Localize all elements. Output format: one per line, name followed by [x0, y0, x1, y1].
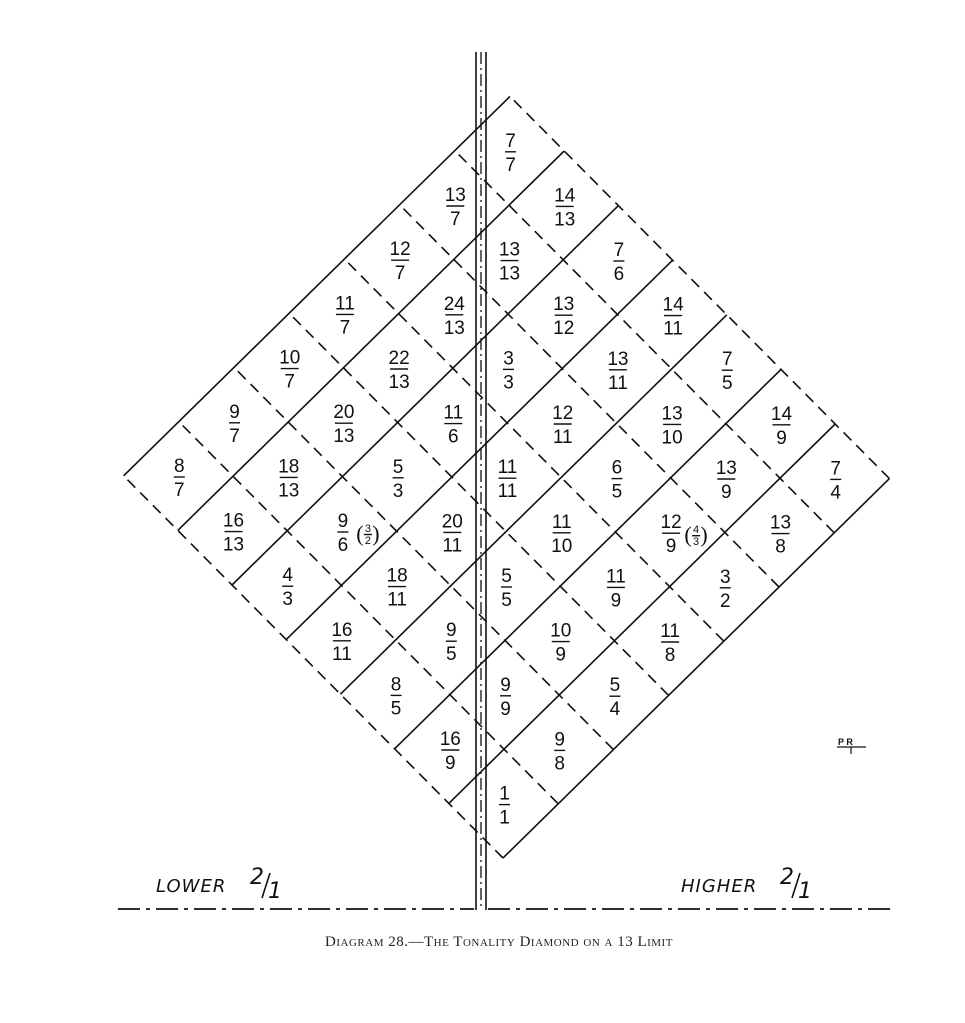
cell-denominator: 11 [497, 481, 518, 503]
cell-denominator: 5 [446, 644, 457, 666]
cell-numerator: 3 [720, 566, 731, 588]
cell-denominator: 8 [775, 536, 786, 558]
cell-denominator: 3 [392, 480, 404, 502]
cell-numerator: 9 [500, 674, 511, 696]
cell-denominator: 11 [387, 589, 407, 611]
cell-denominator: 13 [554, 209, 576, 231]
cell-numerator: 10 [279, 347, 301, 369]
cell-denominator: 10 [661, 427, 683, 449]
cell-denominator: 2 [720, 590, 731, 612]
cell-denominator: 11 [332, 643, 352, 665]
cell-numerator: 4 [282, 565, 293, 587]
cell-denominator: 7 [339, 317, 351, 339]
cell-numerator: 14 [770, 403, 793, 425]
cell-numerator: 13 [607, 348, 629, 370]
cell-numerator: 13 [498, 239, 521, 261]
cell-numerator: 14 [662, 294, 684, 316]
cell-numerator: 9 [229, 401, 240, 423]
cell-denominator: 13 [333, 426, 355, 448]
cell-denominator: 5 [611, 481, 623, 503]
higher-octave-label [681, 865, 812, 904]
cell-labels [174, 131, 842, 829]
grid-line-dashed [179, 422, 558, 804]
cell-denominator: 9 [665, 536, 677, 558]
cell-numerator: 16 [222, 510, 245, 532]
cell-denominator: 3 [503, 372, 514, 394]
cell-numerator: 8 [390, 674, 402, 696]
cell-denominator: 9 [721, 482, 732, 503]
cell-denominator: 7 [174, 480, 185, 501]
cell-numerator: 18 [278, 456, 300, 478]
cell-numerator: 16 [331, 619, 353, 641]
cell-denominator: 7 [505, 154, 516, 176]
cell-denominator: 3 [282, 589, 293, 611]
cell-numerator: 3 [503, 348, 514, 370]
cell-numerator: 5 [501, 566, 512, 587]
cell-numerator: 11 [660, 621, 680, 642]
cell-numerator: 13 [444, 185, 466, 206]
cell-denominator: 12 [553, 318, 575, 340]
cell-numerator: 5 [609, 675, 621, 697]
lower-label-num: 2 [250, 865, 264, 890]
cell-denominator: 7 [284, 371, 295, 393]
cell-numerator: 20 [333, 402, 355, 424]
cell-numerator: 11 [606, 566, 626, 588]
cell-numerator: 11 [335, 293, 355, 315]
cell-denominator: 11 [552, 427, 573, 448]
cell-denominator: 6 [448, 426, 459, 448]
cell-numerator: 12 [660, 512, 682, 534]
cell-denominator: 11 [663, 318, 683, 340]
cell-denominator: 9 [500, 698, 511, 720]
cell-alt-denominator: 2 [364, 535, 371, 547]
cell-alt-paren-close: ) [372, 521, 380, 546]
grid-line-dashed [234, 367, 613, 749]
cell-numerator: 14 [554, 185, 576, 207]
cell-denominator: 6 [613, 264, 625, 285]
cell-denominator: 11 [608, 372, 628, 394]
cell-denominator: 5 [390, 698, 402, 720]
cell-denominator: 13 [498, 263, 521, 285]
cell-denominator: 6 [337, 535, 349, 556]
cell-alt-paren-close: ) [700, 522, 708, 548]
cell-denominator: 11 [442, 535, 463, 557]
cell-numerator: 9 [337, 511, 349, 532]
cell-numerator: 7 [505, 130, 516, 152]
cell-numerator: 20 [441, 511, 463, 533]
cell-denominator: 1 [499, 807, 510, 829]
cell-denominator: 5 [501, 590, 512, 611]
cell-denominator: 13 [443, 317, 465, 339]
cell-denominator: 10 [551, 535, 573, 557]
cell-denominator: 7 [394, 263, 406, 285]
cell-numerator: 9 [446, 620, 457, 642]
diagram-caption: Diagram 28.—The Tonality Diamond on a 13 Limit [325, 934, 673, 950]
cell-numerator: 9 [554, 729, 565, 751]
cell-denominator: 8 [664, 645, 676, 666]
cell-numerator: 7 [613, 240, 625, 261]
initials-text: P R [838, 737, 853, 747]
cell-numerator: 7 [830, 458, 841, 480]
higher-label-word: HIGHER [681, 876, 758, 897]
author-initials [837, 737, 866, 754]
higher-label-num: 2 [780, 865, 794, 890]
grid-line-dashed [124, 476, 503, 858]
cell-numerator: 13 [769, 512, 792, 534]
cell-denominator: 5 [722, 373, 733, 395]
lower-label-den: 1 [268, 879, 282, 904]
cell-numerator: 12 [552, 403, 574, 424]
cell-denominator: 13 [222, 534, 245, 556]
cell-denominator: 4 [830, 482, 841, 504]
cell-numerator: 11 [551, 511, 572, 533]
cell-numerator: 10 [550, 620, 572, 642]
cell-numerator: 13 [661, 403, 683, 425]
cell-denominator: 7 [450, 209, 461, 230]
cell-alt-paren-open: ( [684, 522, 692, 548]
cell-numerator: 24 [443, 293, 465, 315]
cell-numerator: 5 [392, 456, 404, 478]
cell-denominator: 4 [609, 699, 621, 721]
cell-alt-numerator: 3 [364, 523, 371, 535]
cell-denominator: 9 [610, 590, 622, 612]
cell-denominator: 9 [555, 644, 566, 666]
cell-alt-numerator: 4 [693, 524, 700, 537]
cell-alt-denominator: 3 [693, 536, 700, 549]
cell-denominator: 9 [445, 753, 456, 774]
cell-alt-paren-open: ( [356, 521, 364, 546]
cell-numerator: 8 [174, 456, 185, 477]
cell-numerator: 11 [497, 457, 518, 479]
cell-denominator: 7 [229, 425, 240, 447]
cell-denominator: 13 [278, 480, 300, 502]
cell-numerator: 13 [715, 458, 737, 479]
cell-numerator: 22 [388, 348, 410, 369]
cell-numerator: 18 [386, 565, 408, 587]
cell-denominator: 8 [554, 753, 565, 775]
higher-label-den: 1 [798, 879, 812, 904]
cell-numerator: 11 [443, 402, 464, 424]
cell-denominator: 9 [776, 427, 787, 449]
cell-denominator: 13 [388, 372, 410, 393]
lower-label-word: LOWER [156, 876, 227, 897]
lower-octave-label [156, 865, 282, 904]
cell-numerator: 13 [553, 294, 575, 316]
cell-numerator: 7 [722, 349, 733, 371]
cell-numerator: 16 [439, 729, 461, 750]
cell-numerator: 6 [611, 457, 623, 479]
cell-numerator: 1 [499, 783, 510, 805]
cell-numerator: 12 [389, 239, 411, 261]
